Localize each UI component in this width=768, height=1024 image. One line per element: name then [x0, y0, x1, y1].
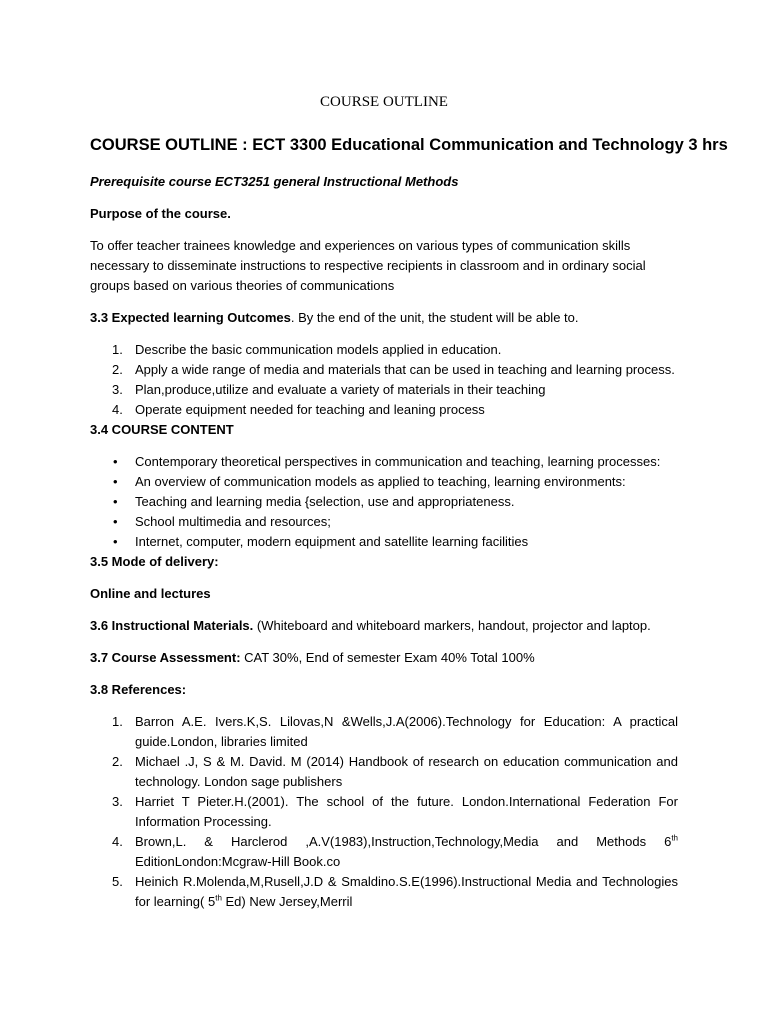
references-heading: 3.8 References:	[90, 682, 187, 697]
reference-superscript: th	[215, 893, 222, 903]
outcome-text: Operate equipment needed for teaching and leaning process	[135, 402, 485, 417]
content-heading: 3.4 COURSE CONTENT	[90, 422, 234, 437]
reference-item	[90, 712, 678, 752]
content-item	[90, 532, 678, 552]
bullet-icon: •	[113, 474, 118, 489]
outcome-item	[90, 400, 678, 420]
reference-text	[135, 874, 678, 909]
list-number: 5.	[112, 874, 123, 889]
purpose-text: To offer teacher trainees knowledge and experiences on various types of communication skills necessary to disseminate instructions to respective recipients in classroom and in ordinary social groups based on various theories of communications	[90, 238, 646, 293]
content-item	[90, 472, 678, 492]
reference-text-rest: EditionLondon:Mcgraw-Hill Book.co	[135, 854, 341, 869]
purpose-heading: Purpose of the course.	[90, 206, 231, 221]
references-list	[90, 712, 678, 912]
outcomes-label: 3.3 Expected learning Outcomes	[90, 310, 291, 325]
outcome-text: Describe the basic communication models applied in education.	[135, 342, 502, 357]
assessment-text: CAT 30%, End of semester Exam 40% Total 100%	[240, 650, 535, 665]
list-number: 3.	[112, 794, 123, 809]
reference-item	[90, 792, 678, 832]
content-text: Teaching and learning media {selection, use and appropriateness.	[135, 494, 515, 509]
content-text: An overview of communication models as applied to teaching, learning environments:	[135, 474, 626, 489]
reference-item	[90, 832, 678, 872]
materials-line	[90, 616, 678, 636]
reference-text-main: Heinich R.Molenda,M,Rusell,J.D & Smaldino.S.E(1996).Instructional Media and Technologies for learning( 5	[135, 874, 678, 909]
list-number: 4.	[112, 402, 123, 417]
reference-item	[90, 752, 678, 792]
materials-label: 3.6 Instructional Materials.	[90, 618, 254, 633]
content-item	[90, 452, 678, 472]
reference-superscript: th	[671, 833, 678, 843]
content-list	[90, 452, 678, 552]
list-number: 2.	[112, 362, 123, 377]
list-number: 1.	[112, 714, 123, 729]
outcome-text: Apply a wide range of media and materials that can be used in teaching and learning process.	[135, 362, 675, 377]
document-page	[90, 92, 728, 912]
reference-text-main: Brown,L. & Harclerod ,A.V(1983),Instruction,Technology,Media and Methods 6	[135, 834, 672, 849]
outcomes-list	[90, 340, 678, 420]
outcomes-intro: . By the end of the unit, the student will be able to.	[290, 310, 579, 325]
content-item	[90, 492, 678, 512]
outcome-item	[90, 380, 678, 400]
list-number: 3.	[112, 382, 123, 397]
reference-text	[135, 834, 678, 869]
document-heading: COURSE OUTLINE	[320, 94, 448, 110]
reference-item	[90, 872, 678, 912]
content-text: Internet, computer, modern equipment and satellite learning facilities	[135, 534, 529, 549]
assessment-line	[90, 648, 678, 668]
prerequisite-line: Prerequisite course ECT3251 general Instructional Methods	[90, 174, 459, 189]
bullet-icon: •	[113, 454, 118, 469]
reference-text: Harriet T Pieter.H.(2001). The school of the future. London.International Federation For Information Processing.	[135, 794, 678, 829]
list-number: 4.	[112, 834, 123, 849]
materials-text: (Whiteboard and whiteboard markers, handout, projector and laptop.	[253, 618, 651, 633]
reference-text: Barron A.E. Ivers.K,S. Lilovas,N &Wells,J.A(2006).Technology for Education: A practical guide.London, libraries limited	[135, 714, 678, 749]
bullet-icon: •	[113, 514, 118, 529]
reference-text: Michael .J, S & M. David. M (2014) Handbook of research on education communication and technology. London sage publishers	[135, 754, 678, 789]
assessment-label: 3.7 Course Assessment:	[90, 650, 241, 665]
reference-text-rest: Ed) New Jersey,Merril	[221, 894, 353, 909]
outcome-item	[90, 360, 678, 380]
content-text: Contemporary theoretical perspectives in communication and teaching, learning processes:	[135, 454, 661, 469]
outcomes-heading	[90, 308, 678, 328]
course-title: COURSE OUTLINE : ECT 3300 Educational Communication and Technology 3 hrs	[90, 136, 728, 154]
content-item	[90, 512, 678, 532]
outcome-item	[90, 340, 678, 360]
bullet-icon: •	[113, 534, 118, 549]
list-number: 2.	[112, 754, 123, 769]
delivery-heading: 3.5 Mode of delivery:	[90, 554, 219, 569]
list-number: 1.	[112, 342, 123, 357]
outcome-text: Plan,produce,utilize and evaluate a variety of materials in their teaching	[135, 382, 546, 397]
delivery-text: Online and lectures	[90, 586, 211, 601]
bullet-icon: •	[113, 494, 118, 509]
content-text: School multimedia and resources;	[135, 514, 331, 529]
